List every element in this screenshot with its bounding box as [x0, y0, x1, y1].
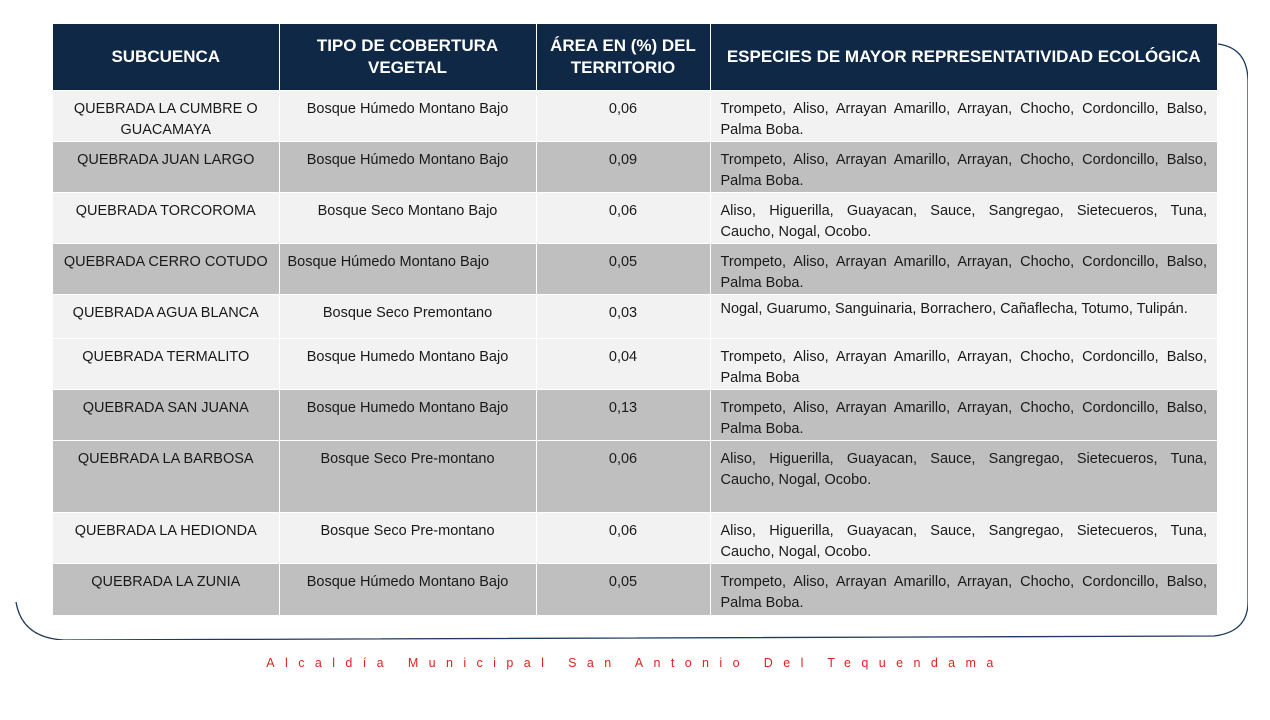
cell-subcuenca: QUEBRADA LA CUMBRE O GUACAMAYA — [53, 91, 279, 142]
cell-cobertura: Bosque Húmedo Montano Bajo — [279, 244, 536, 295]
cell-especies: Aliso, Higuerilla, Guayacan, Sauce, Sangregao, Sietecueros, Tuna, Caucho, Nogal, Ocobo. — [710, 193, 1217, 244]
cell-area: 0,13 — [536, 390, 710, 441]
cell-subcuenca: QUEBRADA TORCOROMA — [53, 193, 279, 244]
table-row — [53, 295, 1217, 339]
cell-cobertura: Bosque Seco Premontano — [279, 295, 536, 339]
cell-cobertura: Bosque Seco Pre-montano — [279, 513, 536, 564]
cell-area: 0,05 — [536, 244, 710, 295]
table-row — [53, 564, 1217, 615]
header-cobertura: TIPO DE COBERTURA VEGETAL — [279, 24, 536, 91]
cell-especies: Trompeto, Aliso, Arrayan Amarillo, Arrayan, Chocho, Cordoncillo, Balso, Palma Boba. — [710, 564, 1217, 615]
cell-cobertura: Bosque Humedo Montano Bajo — [279, 339, 536, 390]
cell-subcuenca: QUEBRADA LA BARBOSA — [53, 441, 279, 513]
cell-especies: Aliso, Higuerilla, Guayacan, Sauce, Sangregao, Sietecueros, Tuna, Caucho, Nogal, Ocobo. — [710, 441, 1217, 513]
cell-subcuenca: QUEBRADA CERRO COTUDO — [53, 244, 279, 295]
cell-subcuenca: QUEBRADA LA HEDIONDA — [53, 513, 279, 564]
cell-especies: Trompeto, Aliso, Arrayan Amarillo, Arrayan, Chocho, Cordoncillo, Balso, Palma Boba. — [710, 390, 1217, 441]
cell-subcuenca: QUEBRADA TERMALITO — [53, 339, 279, 390]
cell-area: 0,06 — [536, 91, 710, 142]
table-row — [53, 91, 1217, 142]
coverage-table — [53, 24, 1217, 615]
cell-area: 0,06 — [536, 193, 710, 244]
table-row — [53, 193, 1217, 244]
cell-cobertura: Bosque Húmedo Montano Bajo — [279, 91, 536, 142]
table-row — [53, 244, 1217, 295]
table-row — [53, 513, 1217, 564]
cell-area: 0,04 — [536, 339, 710, 390]
cell-cobertura: Bosque Húmedo Montano Bajo — [279, 564, 536, 615]
header-area: ÁREA EN (%) DEL TERRITORIO — [536, 24, 710, 91]
cell-cobertura: Bosque Seco Montano Bajo — [279, 193, 536, 244]
cell-area: 0,03 — [536, 295, 710, 339]
cell-area: 0,09 — [536, 142, 710, 193]
header-subcuenca: SUBCUENCA — [53, 24, 279, 91]
cell-especies: Aliso, Higuerilla, Guayacan, Sauce, Sangregao, Sietecueros, Tuna, Caucho, Nogal, Ocobo. — [710, 513, 1217, 564]
cell-especies: Trompeto, Aliso, Arrayan Amarillo, Arrayan, Chocho, Cordoncillo, Balso, Palma Boba. — [710, 244, 1217, 295]
cell-especies: Trompeto, Aliso, Arrayan Amarillo, Arrayan, Chocho, Cordoncillo, Balso, Palma Boba — [710, 339, 1217, 390]
header-especies: ESPECIES DE MAYOR REPRESENTATIVIDAD ECOLÓGICA — [710, 24, 1217, 91]
cell-area: 0,05 — [536, 564, 710, 615]
footer-text: Alcaldía Municipal San Antonio Del Tequendama — [266, 656, 1004, 670]
cell-area: 0,06 — [536, 513, 710, 564]
table-header-row — [53, 24, 1217, 91]
table-row — [53, 441, 1217, 513]
cell-subcuenca: QUEBRADA AGUA BLANCA — [53, 295, 279, 339]
cell-cobertura: Bosque Seco Pre-montano — [279, 441, 536, 513]
cell-area: 0,06 — [536, 441, 710, 513]
table-row — [53, 142, 1217, 193]
cell-subcuenca: QUEBRADA SAN JUANA — [53, 390, 279, 441]
cell-cobertura: Bosque Húmedo Montano Bajo — [279, 142, 536, 193]
cell-especies: Trompeto, Aliso, Arrayan Amarillo, Arrayan, Chocho, Cordoncillo, Balso, Palma Boba. — [710, 91, 1217, 142]
cell-subcuenca: QUEBRADA JUAN LARGO — [53, 142, 279, 193]
table-row — [53, 390, 1217, 441]
cell-especies: Nogal, Guarumo, Sanguinaria, Borrachero, Cañaflecha, Totumo, Tulipán. — [710, 295, 1217, 339]
table-row — [53, 339, 1217, 390]
cell-especies: Trompeto, Aliso, Arrayan Amarillo, Arrayan, Chocho, Cordoncillo, Balso, Palma Boba. — [710, 142, 1217, 193]
cell-subcuenca: QUEBRADA LA ZUNIA — [53, 564, 279, 615]
cell-cobertura: Bosque Humedo Montano Bajo — [279, 390, 536, 441]
